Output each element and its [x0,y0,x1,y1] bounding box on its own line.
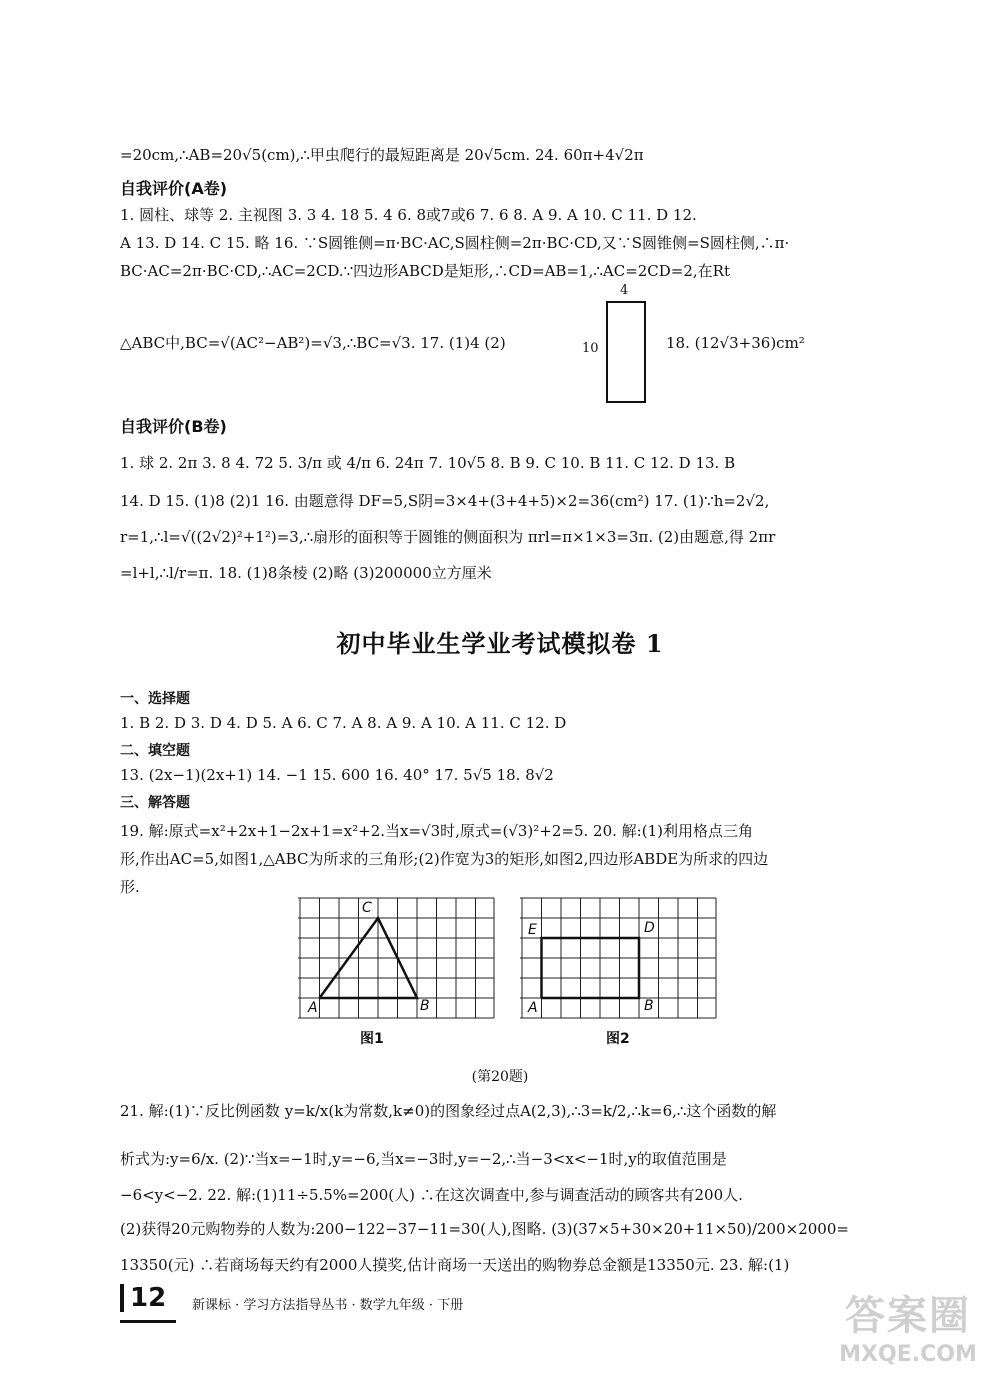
point-label-c: C [362,900,372,916]
text-line: 14. D 15. (1)8 (2)1 16. 由题意得 DF=5,S阴=3×4+(3+4+5)×2=36(cm²) 17. (1)∵h=2√2, [120,492,770,510]
page-number: 12 [120,1284,166,1312]
text-line: 21. 解:(1)∵反比例函数 y=k/x(k为常数,k≠0)的图象经过点A(2,3),∴3=k/2,∴k=6,∴这个函数的解 [120,1102,777,1120]
text-line: 形,作出AC=5,如图1,△ABC为所求的三角形;(2)作宽为3的矩形,如图2,四边形ABDE为所求的四边 [120,850,769,868]
text-line: △ABC中,BC=√(AC²−AB²)=√3,∴BC=√3. 17. (1)4 (2) [120,334,506,352]
point-label-b: B [644,998,654,1014]
text-line: 18. (12√3+36)cm² [666,334,805,352]
figure-2-caption: 图2 [606,1031,630,1047]
text-line: 析式为:y=6/x. (2)∵当x=−1时,y=−6,当x=−3时,y=−2,∴当−3<x<−1时,y的取值范围是 [120,1150,727,1168]
section-heading-fill: 二、填空题 [120,743,190,759]
text-line: 1. B 2. D 3. D 4. D 5. A 6. C 7. A 8. A 9. A 10. A 11. C 12. D [120,714,567,732]
rectangle-figure [582,283,662,405]
grid-figure-1 [298,896,498,1047]
figure-caption: (第20题) [471,1069,529,1085]
rect-top-label: 4 [620,283,629,298]
text-line: =l+l,∴l/r=π. 18. (1)8条棱 (2)略 (3)200000立方厘米 [120,564,492,582]
section-heading-b: 自我评价(B卷) [120,417,227,436]
text-line: 1. 球 2. 2π 3. 8 4. 72 5. 3/π 或 4/π 6. 24π 7. 10√5 8. B 9. C 10. B 11. C 12. D 13. B [120,454,736,472]
section-heading-choice: 一、选择题 [120,691,190,707]
rectangle-shape [606,301,646,403]
text-line: (2)获得20元购物券的人数为:200−122−37−11=30(人),图略. (3)(37×5+30×20+11×50)/200×2000= [120,1220,849,1238]
text-line: 1. 圆柱、球等 2. 主视图 3. 3 4. 18 5. 4 6. 8或7或6 7. 6 8. A 9. A 10. C 11. D 12. [120,206,697,224]
footer-text: 新课标 · 学习方法指导丛书 · 数学九年级 · 下册 [192,1298,464,1313]
section-heading-solve: 三、解答题 [120,795,190,811]
grid-figure-2 [520,896,720,1047]
point-label-a: A [308,1000,318,1016]
text-line: BC·AC=2π·BC·CD,∴AC=2CD.∵四边形ABCD是矩形,∴CD=AB=1,∴AC=2CD=2,在Rt [120,262,731,280]
section-heading-a: 自我评价(A卷) [120,179,228,198]
page-title: 初中毕业生学业考试模拟卷 1 [336,629,664,658]
point-label-d: D [644,920,655,936]
text-line: 13. (2x−1)(2x+1) 14. −1 15. 600 16. 40° 17. 5√5 18. 8√2 [120,766,554,784]
rect-left-label: 10 [582,341,599,356]
text-line: −6<y<−2. 22. 解:(1)11÷5.5%=200(人) ∴在这次调查中,参与调查活动的顾客共有200人. [120,1186,743,1204]
watermark-url: MXQE.COM [839,1342,977,1367]
watermark-text: 答案圈 [845,1293,971,1339]
footer-rule [120,1320,176,1323]
watermark-logo [828,1290,988,1382]
text-line: r=1,∴l=√((2√2)²+1²)=3,∴扇形的面积等于圆锥的侧面积为 πrl=π×1×3=3π. (2)由题意,得 2πr [120,528,776,546]
point-label-e: E [528,922,537,938]
figure-1-caption: 图1 [360,1031,384,1047]
point-label-a: A [528,1000,538,1016]
text-line: 19. 解:原式=x²+2x+1−2x+1=x²+2.当x=√3时,原式=(√3)²+2=5. 20. 解:(1)利用格点三角 [120,822,753,840]
text-line: =20cm,∴AB=20√5(cm),∴甲虫爬行的最短距离是 20√5cm. 24. 60π+4√2π [120,146,644,164]
text-line: 13350(元) ∴若商场每天约有2000人摸奖,估计商场一天送出的购物券总金额是13350元. 23. 解:(1) [120,1256,790,1274]
page-footer [120,1284,880,1324]
text-line: 形. [120,878,140,896]
text-line: A 13. D 14. C 15. 略 16. ∵S圆锥侧=π·BC·AC,S圆柱侧=2π·BC·CD,又∵S圆锥侧=S圆柱侧,∴π· [120,234,790,252]
point-label-b: B [420,998,430,1014]
